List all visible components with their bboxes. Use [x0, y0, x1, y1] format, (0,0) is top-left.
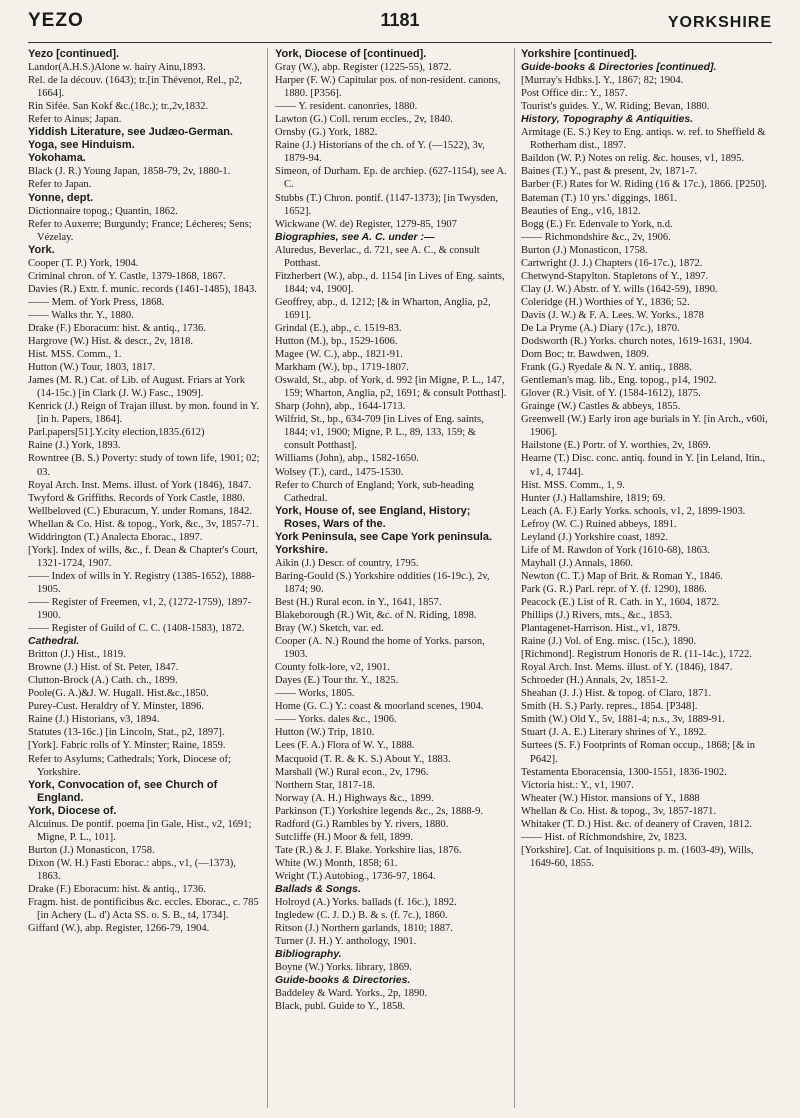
catalogue-entry: Ornsby (G.) York, 1882.	[275, 127, 378, 139]
subject-heading: Yoga, see Hinduism.	[28, 139, 135, 152]
catalogue-entry: Hearne (T.) Disc. conc. antiq. found in Y. [in Leland, Itin., v1, 4, 1744].	[521, 453, 766, 478]
sub-heading: Cathedral.	[28, 635, 80, 648]
catalogue-entry: Wolsey (T.), card., 1475-1530.	[275, 466, 404, 478]
catalogue-entry: Post Office dir.: Y., 1857.	[521, 88, 628, 100]
sub-heading: History, Topography & Antiquities.	[521, 113, 694, 126]
subject-heading: Yokohama.	[28, 152, 86, 165]
catalogue-entry: De La Pryme (A.) Diary (17c.), 1870.	[521, 322, 680, 334]
catalogue-entry: [Murray's Hdbks.]. Y., 1867; 82; 1904.	[521, 75, 684, 87]
catalogue-entry: Davies (R.) Extr. f. munic. records (1461-1485), 1843.	[28, 283, 257, 295]
sub-heading: Bibliography.	[275, 948, 342, 961]
catalogue-entry: Best (H.) Rural econ. in Y., 1641, 1857.	[275, 596, 442, 608]
catalogue-entry: Frank (G.) Ryedale & N. Y. antiq., 1888.	[521, 362, 692, 374]
catalogue-entry: Dayes (E.) Tour thr. Y., 1825.	[275, 675, 399, 687]
catalogue-entry: Grainge (W.) Castles & abbeys, 1855.	[521, 401, 681, 413]
catalogue-entry: Parkinson (T.) Yorkshire legends &c., 2s, 1888-9.	[275, 805, 484, 817]
catalogue-entry: Royal Arch. Inst. Mems. illust. of York (1846), 1847.	[28, 479, 252, 491]
catalogue-entry: Testamenta Eboracensia, 1300-1551, 1836-1902.	[521, 766, 727, 778]
catalogue-entry: Norway (A. H.) Highways &c., 1899.	[275, 792, 434, 804]
catalogue-entry: Baring-Gould (S.) Yorkshire oddities (16-19c.), 2v, 1874; 90.	[275, 570, 490, 595]
catalogue-entry: Leach (A. F.) Early Yorks. schools, v1, 2, 1899-1903.	[521, 505, 746, 517]
subject-heading: Yorkshire.	[275, 543, 328, 556]
catalogue-entry: Refer to Church of England; York, sub-heading Cathedral.	[275, 479, 474, 504]
catalogue-entry: Fitzherbert (W.), abp., d. 1154 [in Lives of Eng. saints, 1844; v4, 1900].	[275, 270, 505, 295]
catalogue-entry: Clutton-Brock (A.) Cath. ch., 1899.	[28, 675, 178, 687]
catalogue-entry: Rowntree (B. S.) Poverty: study of town life, 1901; 02; 03.	[28, 453, 260, 478]
catalogue-entry: [York]. Fabric rolls of Y. Minster; Raine, 1859.	[28, 740, 226, 752]
catalogue-entry: Surtees (S. F.) Footprints of Roman occup., 1868; [& in P642].	[521, 740, 755, 765]
catalogue-entry: Giffard (W.), abp. Register, 1266-79, 1904.	[28, 923, 210, 935]
catalogue-entry: Wilfrid, St., bp., 634-709 [in Lives of Eng. saints, 1844; v1, 1900; Migne, P. L., 89, 133, 159; & consult Potthast].	[275, 414, 484, 452]
sub-heading: Guide-books & Directories.	[275, 974, 411, 987]
catalogue-entry: Burton (J.) Monasticon, 1758.	[28, 844, 155, 856]
catalogue-entry: Gray (W.), abp. Register (1225-55), 1872.	[275, 62, 452, 74]
catalogue-entry: Greenwell (W.) Early iron age burials in Y. [in Arch., v60i, 1906].	[521, 414, 768, 439]
catalogue-entry: —— Mem. of York Press, 1868.	[28, 296, 165, 308]
catalogue-entry: Radford (G.) Rambles by Y. rivers, 1880.	[275, 818, 449, 830]
catalogue-entry: Leyland (J.) Yorkshire coast, 1892.	[521, 531, 668, 543]
catalogue-entry: Peacock (E.) List of R. Cath. in Y., 1604, 1872.	[521, 596, 720, 608]
catalogue-entry: James (M. R.) Cat. of Lib. of August. Friars at York (14-15c.) [in Clark (J. W.) Fasc., 1909].	[28, 375, 245, 400]
catalogue-entry: Sharp (John), abp., 1644-1713.	[275, 401, 406, 413]
catalogue-entry: Oswald, St., abp. of York, d. 992 [in Migne, P. L., 147, 159; Wharton, Anglia, p2, 1691; & consult Potthast].	[275, 375, 507, 400]
subject-heading: York, Diocese of [continued].	[275, 48, 427, 60]
catalogue-entry: Bateman (T.) 10 yrs.' diggings, 1861.	[521, 192, 677, 204]
subject-heading: York, House of, see England, History; Roses, Wars of the.	[275, 504, 471, 530]
catalogue-entry: [Richmond]. Registrum Honoris de R. (11-14c.), 1722.	[521, 649, 752, 661]
catalogue-entry: Cooper (A. N.) Round the home of Yorks. parson, 1903.	[275, 636, 485, 661]
catalogue-entry: Beauties of Eng., v16, 1812.	[521, 205, 641, 217]
catalogue-entry: Phillips (J.) Rivers, mts., &c., 1853.	[521, 610, 673, 622]
catalogue-entry: Raine (J.) Historians of the ch. of Y. (—1522), 3v, 1879-94.	[275, 140, 485, 165]
catalogue-entry: Glover (R.) Visit. of Y. (1584-1612), 1875.	[521, 388, 701, 400]
catalogue-entry: Dictionnaire topog.; Quantin, 1862.	[28, 205, 178, 217]
catalogue-entry: Stubbs (T.) Chron. pontif. (1147-1373); [in Twysden, 1652].	[275, 192, 499, 217]
catalogue-entry: —— Register of Freemen, v1, 2, (1272-1759), 1897-1900.	[28, 596, 252, 622]
catalogue-entry: Hist. MSS. Comm., 1.	[28, 349, 122, 361]
catalogue-entry: Dodsworth (R.) Yorks. church notes, 1619-1631, 1904.	[521, 336, 752, 348]
catalogue-entry: Plantagenet-Harrison. Hist., v1, 1879.	[521, 623, 681, 635]
catalogue-entry: Life of M. Rawdon of York (1610-68), 1863.	[521, 544, 710, 556]
catalogue-entry: Davis (J. W.) & F. A. Lees. W. Yorks., 1878	[521, 309, 704, 321]
subject-heading: Yezo [continued].	[28, 48, 120, 60]
catalogue-entry: Smith (W.) Old Y., 5v, 1881-4; n.s., 3v, 1889-91.	[521, 714, 725, 726]
catalogue-entry: Black, publ. Guide to Y., 1858.	[275, 1001, 406, 1013]
catalogue-entry: County folk-lore, v2, 1901.	[275, 662, 390, 674]
catalogue-entry: Whellan & Co. Hist. & topog., 3v, 1857-1871.	[521, 805, 717, 817]
catalogue-entry: Rel. de la découv. (1643); tr.[in Thévenot, Rel., p2, 1664].	[28, 75, 243, 100]
catalogue-entry: —— Hist. of Richmondshire, 2v, 1823.	[521, 831, 687, 843]
catalogue-entry: Lees (F. A.) Flora of W. Y., 1888.	[275, 740, 415, 752]
catalogue-entry: Simeon, of Durham. Ep. de archiep. (627-1154), see A. C.	[275, 166, 507, 191]
catalogue-entry: Hutton (M.), bp., 1529-1606.	[275, 336, 398, 348]
page-number: 1181	[380, 10, 420, 30]
catalogue-entry: Hailstone (E.) Portr. of Y. worthies, 2v, 1869.	[521, 440, 711, 452]
catalogue-entry: Raine (J.) Vol. of Eng. misc. (15c.), 1890.	[521, 636, 697, 648]
catalogue-entry: Hunter (J.) Hallamshire, 1819; 69.	[521, 492, 666, 504]
sub-heading: Guide-books & Directories [continued].	[521, 61, 717, 74]
catalogue-entry: Ingledew (C. J. D.) B. & s. (f. 7c.), 1860.	[275, 910, 448, 922]
catalogue-entry: —— Walks thr. Y., 1880.	[28, 309, 134, 321]
sub-heading: Biographies, see A. C. under :—	[275, 230, 435, 243]
catalogue-entry: Burton (J.) Monasticon, 1758.	[521, 244, 648, 256]
catalogue-entry: Baddeley & Ward. Yorks., 2p, 1890.	[275, 988, 428, 1000]
catalogue-entry: Stuart (J. A. E.) Literary shrines of Y., 1892.	[521, 727, 707, 739]
catalogue-entry: Geoffrey, abp., d. 1212; [& in Wharton, Anglia, p2, 1691].	[275, 296, 491, 321]
catalogue-entry: Cartwright (J. J.) Chapters (16-17c.), 1872.	[521, 257, 703, 269]
catalogue-entry: Purey-Cust. Heraldry of Y. Minster, 1896.	[28, 701, 205, 713]
catalogue-entry: Tourist's guides. Y., W. Riding; Bevan, 1880.	[521, 101, 710, 113]
catalogue-entry: Blakeborough (R.) Wit, &c. of N. Riding, 1898.	[275, 610, 477, 622]
subject-heading: York, Diocese of.	[28, 804, 117, 817]
catalogue-entry: Barber (F.) Rates for W. Riding (16 & 17c.), 1866. [P250].	[521, 179, 767, 191]
catalogue-entry: Raine (J.) York, 1893.	[28, 440, 121, 452]
catalogue-entry: —— Y. resident. canonries, 1880.	[275, 101, 418, 113]
catalogue-entry: Sutcliffe (H.) Moor & fell, 1899.	[275, 831, 414, 843]
catalogue-entry: —— Works, 1805.	[275, 688, 355, 700]
catalogue-entry: Wickwane (W. de) Register, 1279-85, 1907	[275, 218, 457, 230]
catalogue-entry: Home (G. C.) Y.: coast & moorland scenes, 1904.	[275, 701, 484, 713]
catalogue-entry: [York]. Index of wills, &c., f. Dean & Chapter's Court, 1321-1724, 1907.	[28, 544, 258, 569]
column-1	[28, 48, 260, 1112]
catalogue-entry: Bray (W.) Sketch, var. ed.	[275, 623, 384, 635]
catalogue-entry: Britton (J.) Hist., 1819.	[28, 649, 126, 661]
catalogue-entry: Refer to Auxerre; Burgundy; France; Lécheres; Sens; Vézelay.	[28, 218, 252, 243]
catalogue-entry: Schroeder (H.) Annals, 2v, 1851-2.	[521, 675, 668, 687]
catalogue-entry: Landor(A.H.S.)Alone w. hairy Ainu,1893.	[28, 62, 206, 74]
catalogue-entry: Aluredus, Beverlac., d. 721, see A. C., & consult Potthast.	[275, 244, 480, 269]
catalogue-entry: Black (J. R.) Young Japan, 1858-79, 2v, 1880-1.	[28, 166, 231, 178]
catalogue-entry: Refer to Asylums; Cathedrals; York, Diocese of; Yorkshire.	[28, 753, 231, 778]
subject-heading: York Peninsula, see Cape York peninsula.	[275, 530, 493, 543]
catalogue-entry: Rin Sifée. San Kokf &c.(18c.); tr.,2v,1832.	[28, 101, 209, 113]
catalogue-entry: Criminal chron. of Y. Castle, 1379-1868, 1867.	[28, 270, 226, 282]
catalogue-entry: Harper (F. W.) Capitular pos. of non-resident. canons, 1880. [P356].	[275, 75, 501, 100]
catalogue-entry: —— Yorks. dales &c., 1906.	[275, 714, 397, 726]
catalogue-entry: Whitaker (T. D.) Hist. &c. of deanery of Craven, 1812.	[521, 818, 753, 830]
catalogue-entry: Chetwynd-Stapylton. Stapletons of Y., 1897.	[521, 270, 709, 282]
catalogue-entry: Wellbeloved (C.) Eburacum, Y. under Romans, 1842.	[28, 505, 252, 517]
catalogue-entry: Williams (John), abp., 1582-1650.	[275, 453, 419, 465]
catalogue-entry: Refer to Ainus; Japan.	[28, 114, 122, 126]
subject-heading: York.	[28, 243, 55, 256]
catalogue-entry: Northern Star, 1817-18.	[275, 779, 375, 791]
catalogue-entry: Holroyd (A.) Yorks. ballads (f. 16c.), 1892.	[275, 897, 457, 909]
catalogue-entry: Baildon (W. P.) Notes on relig. &c. houses, v1, 1895.	[521, 153, 745, 165]
catalogue-entry: Grindal (E.), abp., c. 1519-83.	[275, 322, 402, 334]
catalogue-entry: Smith (H. S.) Parly. repres., 1854. [P348].	[521, 701, 698, 713]
catalogue-entry: Armitage (E. S.) Key to Eng. antiqs. w. ref. to Sheffield & Rotherham dist., 1897.	[521, 127, 766, 152]
catalogue-entry: Boyne (W.) Yorks. library, 1869.	[275, 962, 412, 974]
catalogue-entry: Dixon (W. H.) Fasti Eborac.: abps., v1, (—1373), 1863.	[28, 857, 236, 882]
catalogue-entry: Ritson (J.) Northern garlands, 1810; 1887.	[275, 923, 453, 935]
catalogue-entry: Newton (C. T.) Map of Brit. & Roman Y., 1846.	[521, 570, 723, 582]
catalogue-entry: Turner (J. H.) Y. anthology, 1901.	[275, 936, 417, 948]
catalogue-entry: Refer to Japan.	[28, 179, 92, 191]
catalogue-entry: Hist. MSS. Comm., 1, 9.	[521, 479, 625, 491]
catalogue-entry: Coleridge (H.) Worthies of Y., 1836; 52.	[521, 296, 690, 308]
header-left-guide-word: YEZO	[28, 10, 84, 31]
column-2	[275, 48, 508, 1112]
subject-heading: York, Convocation of, see Church of England.	[28, 778, 218, 804]
column-divider	[267, 48, 268, 1108]
catalogue-entry: Clay (J. W.) Abstr. of Y. wills (1642-59), 1890.	[521, 283, 718, 295]
sub-heading: Ballads & Songs.	[275, 883, 361, 895]
catalogue-entry: Hargrove (W.) Hist. & descr., 2v, 1818.	[28, 336, 193, 348]
header-right-guide-word: YORKSHIRE	[667, 14, 772, 31]
catalogue-entry: Bogg (E.) Fr. Edenvale to York, n.d.	[521, 218, 673, 230]
catalogue-entry: Whellan & Co. Hist. & topog., York, &c., 3v, 1857-71.	[28, 518, 259, 530]
catalogue-entry: Drake (F.) Eboracum: hist. & antiq., 1736.	[28, 322, 206, 334]
catalogue-entry: Baines (T.) Y., past & present, 2v, 1871-7.	[521, 166, 698, 178]
catalogue-entry: Fragm. hist. de pontificibus &c. eccles. Eborac., c. 785 [in Achery (L. d') Acta SS. o. S. B., t4, 1734].	[28, 897, 259, 922]
catalogue-entry: Alcuinus. De pontif. poema [in Gale, Hist., v2, 1691; Migne, P. L., 101].	[28, 818, 252, 843]
catalogue-entry: Park (G. R.) Parl. repr. of Y. (f. 1290), 1886.	[521, 583, 707, 595]
catalogue-entry: Kenrick (J.) Reign of Trajan illust. by mon. found in Y. [in h. Papers, 1864].	[28, 401, 259, 426]
subject-heading: Yonne, dept.	[28, 191, 94, 204]
catalogue-entry: Marshall (W.) Rural econ., 2v, 1796.	[275, 766, 429, 778]
catalogue-entry: Sheahan (J. J.) Hist. & topog. of Claro, 1871.	[521, 688, 712, 700]
catalogue-entry: Lawton (G.) Coll. rerum eccles., 2v, 1840.	[275, 114, 453, 126]
catalogue-entry: Cooper (T. P.) York, 1904.	[28, 257, 139, 269]
catalogue-entry: Lefroy (W. C.) Ruined abbeys, 1891.	[521, 518, 677, 530]
catalogue-entry: White (W.) Month, 1858; 61.	[275, 857, 398, 869]
catalogue-entry: Raine (J.) Historians, v3, 1894.	[28, 714, 160, 726]
catalogue-entry: Twyford & Griffiths. Records of York Castle, 1880.	[28, 492, 245, 504]
column-3	[521, 48, 776, 1112]
catalogue-entry: Drake (F.) Eboracum: hist. & antiq., 1736.	[28, 884, 206, 895]
subject-heading: Yiddish Literature, see Judæo-German.	[28, 126, 233, 139]
catalogue-entry: Hutton (W.) Trip, 1810.	[275, 727, 375, 739]
catalogue-entry: Dom Boc; tr. Bawdwen, 1809.	[521, 349, 650, 361]
header-rule	[28, 42, 772, 43]
catalogue-entry: Aikin (J.) Descr. of country, 1795.	[275, 557, 419, 569]
catalogue-entry: Victoria hist.: Y., v1, 1907.	[521, 779, 634, 791]
catalogue-entry: Mayhall (J.) Annals, 1860.	[521, 557, 633, 569]
catalogue-entry: Browne (J.) Hist. of St. Peter, 1847.	[28, 662, 179, 674]
column-divider	[514, 48, 515, 1108]
catalogue-entry: Widdrington (T.) Analecta Eborac., 1897.	[28, 531, 203, 543]
catalogue-entry: Macquoid (T. R. & K. S.) About Y., 1883.	[275, 753, 451, 765]
catalogue-entry: Statutes (13-16c.) [in Lincoln, Stat., p2, 1897].	[28, 727, 225, 739]
catalogue-entry: —— Richmondshire &c., 2v, 1906.	[521, 231, 671, 243]
catalogue-entry: —— Index of wills in Y. Registry (1385-1652), 1888-1905.	[28, 570, 255, 595]
subject-heading: Yorkshire [continued].	[521, 48, 637, 60]
catalogue-entry: Wheater (W.) Histor. mansions of Y., 1888	[521, 792, 700, 804]
catalogue-entry: —— Register of Guild of C. C. (1408-1583), 1872.	[28, 623, 245, 635]
catalogue-entry: Magee (W. C.), abp., 1821-91.	[275, 349, 403, 361]
catalogue-entry: [Yorkshire]. Cat. of Inquisitions p. m. (1603-49), Wills, 1649-60, 1855.	[521, 844, 754, 869]
catalogue-entry: Poole(G. A.)&J. W. Hugall. Hist.&c.,1850.	[28, 688, 209, 700]
running-header	[28, 10, 772, 40]
catalogue-entry: Royal Arch. Inst. Mems. illust. of Y. (1846), 1847.	[521, 662, 733, 674]
catalogue-entry: Tate (R.) & J. F. Blake. Yorkshire lias, 1876.	[275, 844, 462, 856]
catalogue-entry: Markham (W.), bp., 1719-1807.	[275, 362, 409, 374]
catalogue-entry: Gentleman's mag. lib., Eng. topog., p14, 1902.	[521, 375, 717, 387]
catalogue-entry: Wright (T.) Autobiog., 1736-97, 1864.	[275, 870, 436, 882]
catalogue-entry: Parl.papers[51].Y.city election,1835.(612)	[28, 427, 205, 439]
catalogue-entry: Hutton (W.) Tour, 1803, 1817.	[28, 362, 156, 374]
